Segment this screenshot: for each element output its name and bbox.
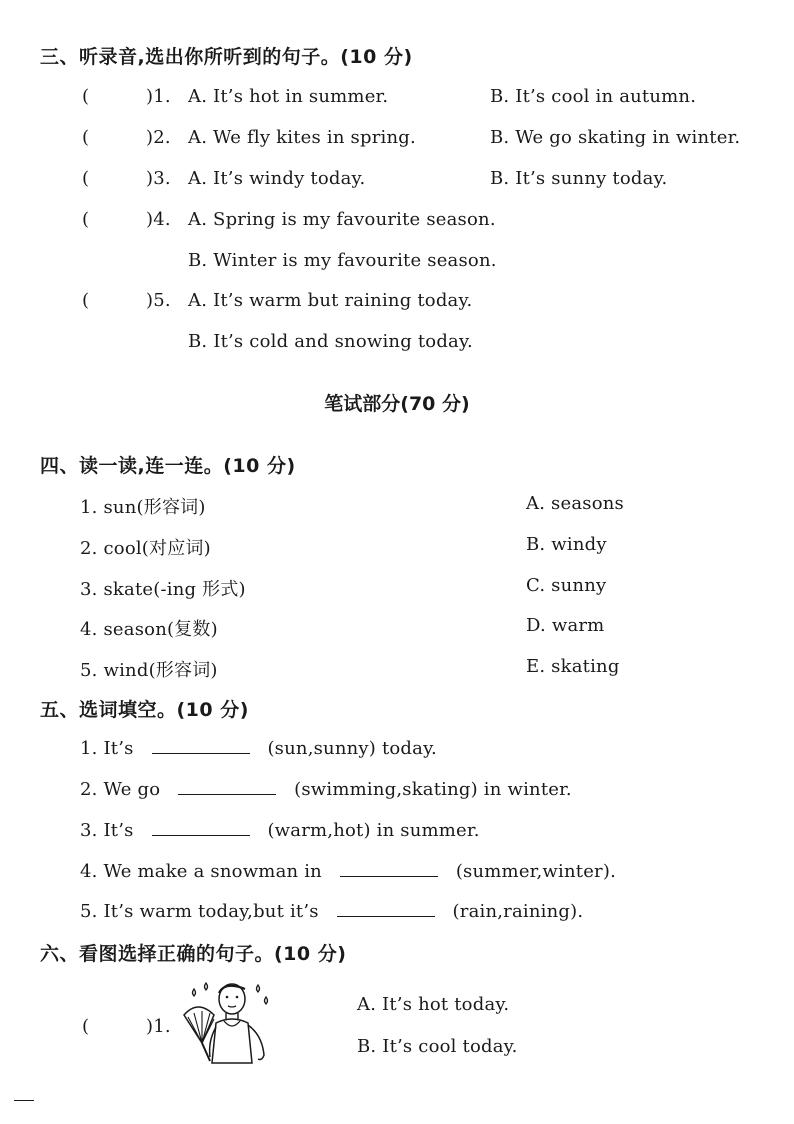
item-number: )1.	[146, 1016, 171, 1037]
fill-blank-item	[80, 900, 583, 922]
fill-blank-prefix: 5. It’s warm today,but it’s	[80, 901, 319, 922]
item-number: )3.	[146, 168, 171, 189]
match-left-item: 4. season(复数)	[80, 619, 218, 640]
option-b: B. It’s cool today.	[357, 1036, 518, 1057]
answer-paren-open: (	[82, 86, 90, 107]
match-right-item: E. skating	[526, 656, 620, 677]
match-left-item: 2. cool(对应词)	[80, 538, 211, 559]
section6-title: 六、看图选择正确的句子。(10 分)	[40, 943, 347, 965]
answer-blank[interactable]	[337, 900, 435, 917]
fill-blank-prefix: 3. It’s	[80, 820, 134, 841]
section3-title: 三、听录音,选出你所听到的句子。(10 分)	[40, 46, 413, 68]
answer-paren-open: (	[82, 290, 90, 311]
fill-blank-prefix: 2. We go	[80, 779, 161, 800]
match-right-item: A. seasons	[526, 493, 624, 514]
option-a: A. We fly kites in spring.	[188, 127, 416, 148]
sweating-man-with-fan-picture	[176, 975, 280, 1071]
fill-blank-suffix: (sun,sunny) today.	[267, 738, 437, 759]
option-b: B. It’s cool in autumn.	[490, 86, 697, 107]
answer-blank[interactable]	[178, 778, 276, 795]
option-a: A. It’s hot in summer.	[188, 86, 389, 107]
fill-blank-item	[80, 737, 437, 759]
option-a: A. It’s hot today.	[357, 994, 510, 1015]
answer-paren-open: (	[82, 209, 90, 230]
answer-paren-open: (	[82, 1016, 90, 1037]
option-a: A. It’s warm but raining today.	[188, 290, 473, 311]
match-left-item: 1. sun(形容词)	[80, 497, 206, 518]
fill-blank-suffix: (warm,hot) in summer.	[267, 820, 480, 841]
match-right-item: B. windy	[526, 534, 607, 555]
footer-rule	[14, 1100, 34, 1101]
match-right-item: D. warm	[526, 615, 605, 636]
item-number: )2.	[146, 127, 171, 148]
answer-blank[interactable]	[152, 819, 250, 836]
match-left-item: 5. wind(形容词)	[80, 660, 218, 681]
answer-paren-open: (	[82, 168, 90, 189]
item-number: )4.	[146, 209, 171, 230]
fill-blank-suffix: (swimming,skating) in winter.	[294, 779, 572, 800]
fill-blank-suffix: (summer,winter).	[455, 861, 617, 882]
fill-blank-item	[80, 819, 480, 841]
answer-blank[interactable]	[340, 860, 438, 877]
option-a: A. It’s windy today.	[188, 168, 366, 189]
fill-blank-item	[80, 778, 572, 800]
option-b: B. It’s sunny today.	[490, 168, 668, 189]
item-number: )5.	[146, 290, 171, 311]
option-b: B. Winter is my favourite season.	[188, 250, 497, 271]
fill-blank-prefix: 4. We make a snowman in	[80, 861, 322, 882]
section5-title: 五、选词填空。(10 分)	[40, 699, 249, 721]
fill-blank-prefix: 1. It’s	[80, 738, 134, 759]
option-a: A. Spring is my favourite season.	[188, 209, 496, 230]
item-number: )1.	[146, 86, 171, 107]
section4-title: 四、读一读,连一连。(10 分)	[40, 455, 296, 477]
written-part-title: 笔试部分(70 分)	[324, 393, 470, 415]
match-left-item: 3. skate(-ing 形式)	[80, 579, 246, 600]
fill-blank-item	[80, 860, 616, 882]
fill-blank-suffix: (rain,raining).	[452, 901, 584, 922]
match-right-item: C. sunny	[526, 575, 607, 596]
answer-blank[interactable]	[152, 737, 250, 754]
option-b: B. It’s cold and snowing today.	[188, 331, 473, 352]
option-b: B. We go skating in winter.	[490, 127, 741, 148]
answer-paren-open: (	[82, 127, 90, 148]
